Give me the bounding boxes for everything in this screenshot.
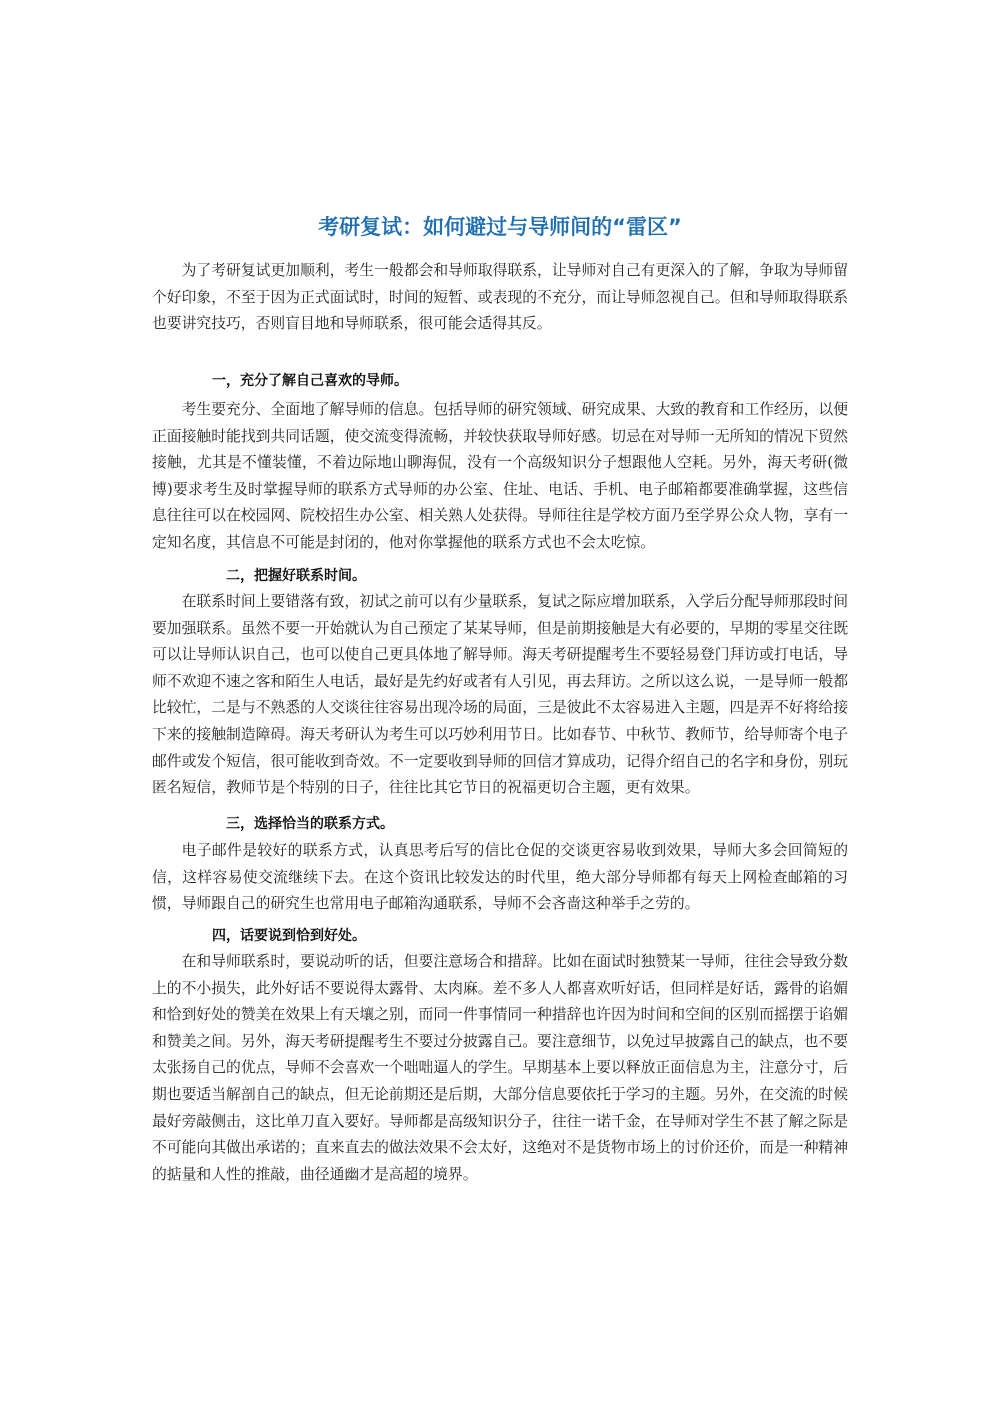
section-2-paragraph: 在联系时间上要错落有致，初试之前可以有少量联系，复试之际应增加联系，入学后分配导师那段时间要加强联系。虽然不要一开始就认为自己预定了某某导师，但是前期接触是大有必要的，早期的零星交往既可以让导师认识自己，也可以使自己更具体地了解导师。海天考研提醒考生不要轻易登门拜访或打电话，导师不欢迎不速之客和陌生人电话，最好是先约好或者有人引见，再去拜访。之所以这么说，一是导师一般都比较忙，二是与不熟悉的人交谈往往容易出现冷场的局面，三是彼此不太容易进入主题，四是弄不好将给接下来的接触制造障碍。海天考研认为考生可以巧妙利用节日。比如春节、中秋节、教师节，给导师寄个电子邮件或发个短信，很可能收到奇效。不一定要收到导师的回信才算成功，记得介绍自己的名字和身份，别玩匿名短信，教师节是个特别的日子，往往比其它节日的祝福更切合主题，更有效果。 (152, 593, 848, 797)
intro-paragraph: 为了考研复试更加顺利，考生一般都会和导师取得联系，让导师对自己有更深入的了解，争取为导师留个好印象，不至于因为正式面试时，时间的短暂、或表现的不充分，而让导师忽视自己。但和导师取得联系也要讲究技巧，否则盲目地和导师联系，很可能会适得其反。 (152, 262, 848, 333)
section-4-heading: 四，话要说到恰到好处。 (212, 928, 366, 944)
section-3-paragraph: 电子邮件是较好的联系方式，认真思考后写的信比仓促的交谈更容易收到效果，导师大多会回简短的信，这样容易使交流继续下去。在这个资讯比较发达的时代里，绝大部分导师都有每天上网检查邮箱的习惯，导师跟自己的研究生也常用电子邮箱沟通联系，导师不会吝啬这种举手之劳的。 (152, 842, 848, 913)
document-page (152, 0, 848, 1414)
section-3-heading: 三，选择恰当的联系方式。 (226, 816, 394, 832)
section-1-paragraph: 考生要充分、全面地了解导师的信息。包括导师的研究领域、研究成果、大致的教育和工作经历，以便正面接触时能找到共同话题，使交流变得流畅，并较快获取导师好感。切忌在对导师一无所知的情况下贸然接触，尤其是不懂装懂，不着边际地山聊海侃，没有一个高级知识分子想跟他人空耗。另外，海天考研(微博)要求考生及时掌握导师的联系方式导师的办公室、住址、电话、手机、电子邮箱都要准确掌握，这些信息往往可以在校园网、院校招生办公室、相关熟人处获得。导师往往是学校方面乃至学界公众人物，享有一定知名度，其信息不可能是封闭的，他对你掌握他的联系方式也不会太吃惊。 (152, 401, 848, 551)
section-4-paragraph: 在和导师联系时，要说动听的话，但要注意场合和措辞。比如在面试时独赞某一导师，往往会导致分数上的不小损失，此外好话不要说得太露骨、太肉麻。差不多人人都喜欢听好话，但同样是好话，露骨的谄媚和恰到好处的赞美在效果上有天壤之别，而同一件事情同一种措辞也许因为时间和空间的区别而摇摆于谄媚和赞美之间。另外，海天考研提醒考生不要过分披露自己。要注意细节，以免过早披露自己的缺点，也不要太张扬自己的优点，导师不会喜欢一个咄咄逼人的学生。早期基本上要以释放正面信息为主，注意分寸，后期也要适当解剖自己的缺点，但无论前期还是后期，大部分信息要依托于学习的主题。另外，在交流的时候最好旁敲侧击，这比单刀直入要好。导师都是高级知识分子，往往一诺千金，在导师对学生不甚了解之际是不可能向其做出承诺的；直来直去的做法效果不会太好，这绝对不是货物市场上的讨价还价，而是一种精神的掂量和人性的推敲，曲径通幽才是高超的境界。 (152, 953, 848, 1183)
section-2-heading: 二，把握好联系时间。 (226, 568, 366, 584)
document-title: 考研复试：如何避过与导师间的“雷区” (318, 215, 682, 239)
section-1-heading: 一，充分了解自己喜欢的导师。 (212, 373, 408, 389)
